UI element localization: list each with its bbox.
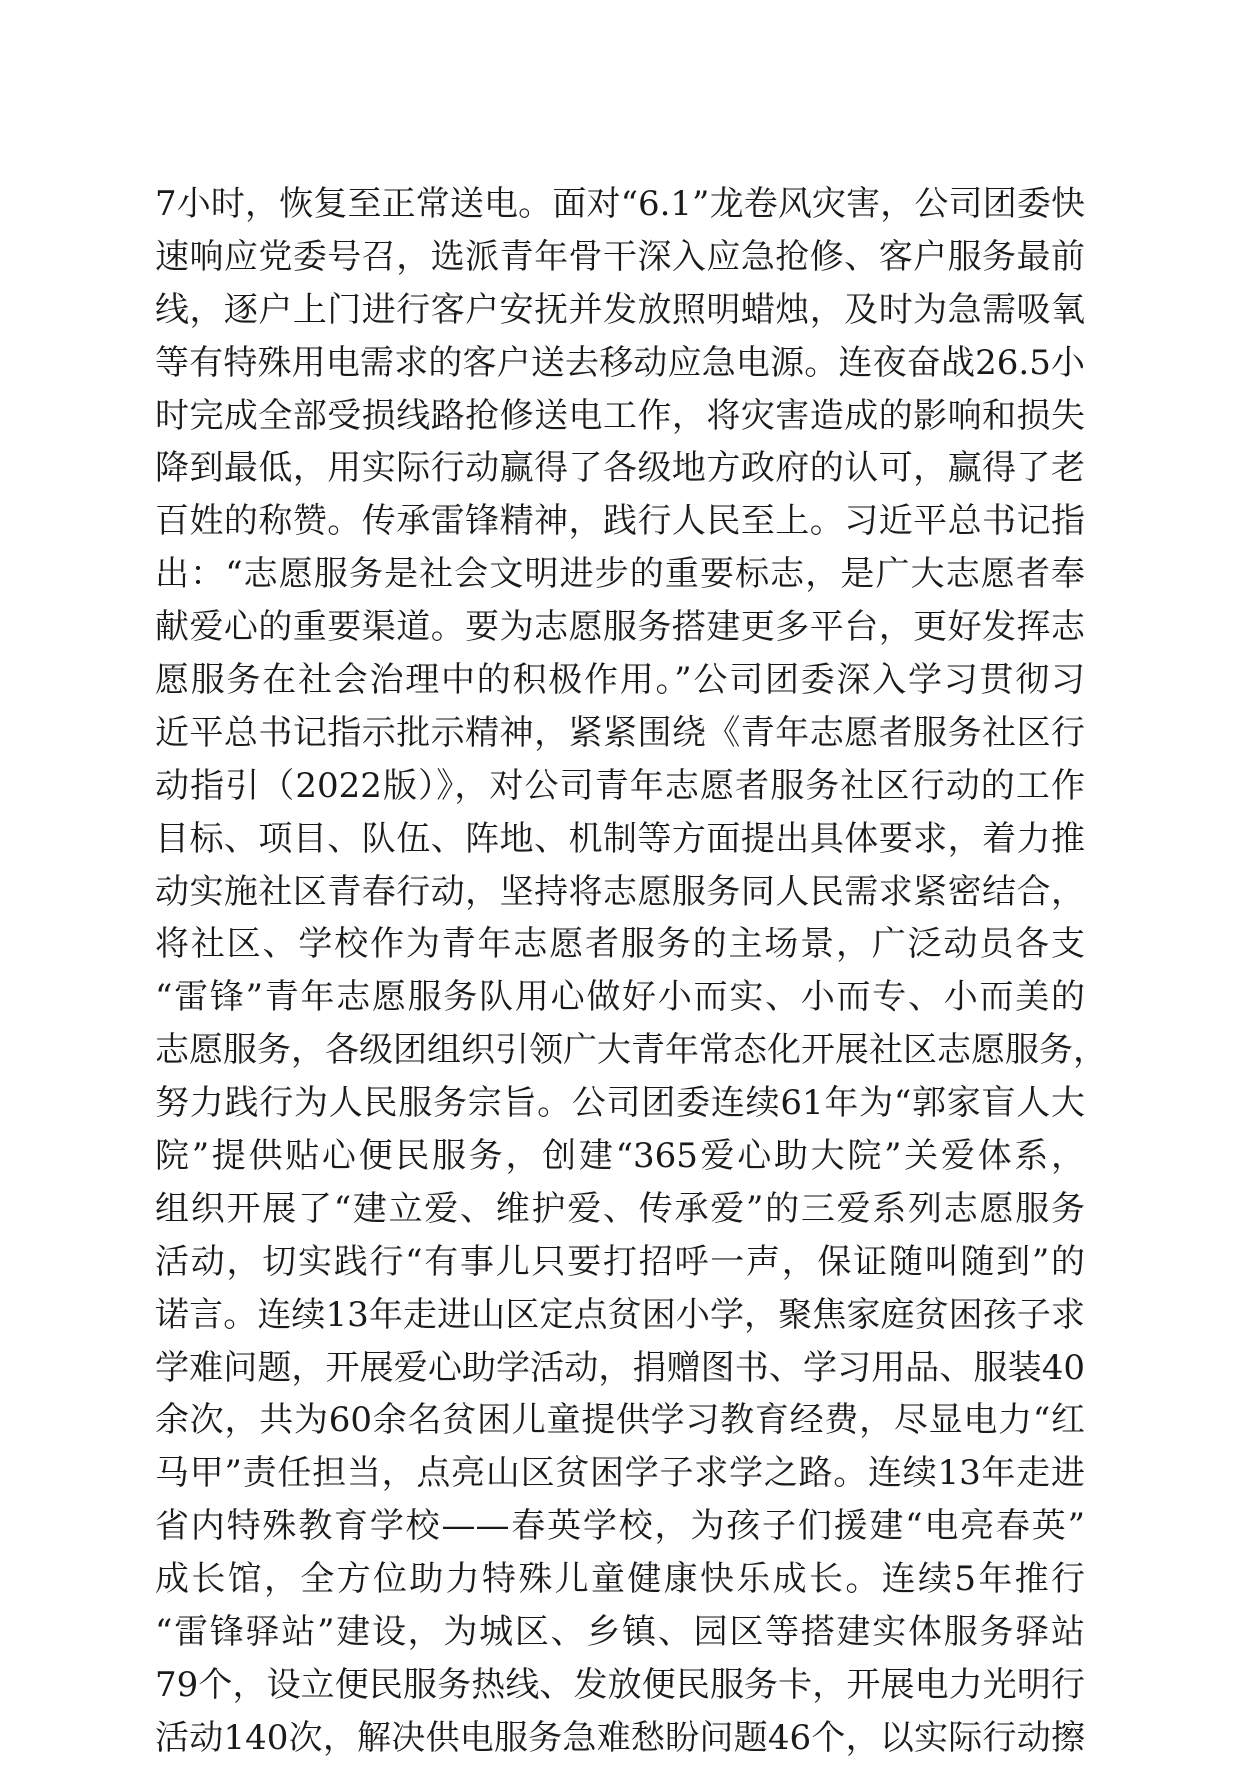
text-line: 成长馆，全方位助力特殊儿童健康快乐成长。连续5年推行	[155, 1559, 1085, 1600]
text-line: 省内特殊教育学校——春英学校，为孩子们援建“电亮春英”	[155, 1506, 1085, 1547]
text-line: 活动，切实践行“有事儿只要打招呼一声，保证随叫随到”的	[155, 1241, 1085, 1282]
body-text	[155, 178, 1107, 1765]
text-line: 志愿服务，各级团组织引领广大青年常态化开展社区志愿服务，	[155, 1030, 1107, 1071]
text-line: 时完成全部受损线路抢修送电工作，将灾害造成的影响和损失	[155, 395, 1085, 436]
text-line: “雷锋”青年志愿服务队用心做好小而实、小而专、小而美的	[155, 977, 1085, 1018]
text-line: 速响应党委号召，选派青年骨干深入应急抢修、客户服务最前	[155, 236, 1085, 277]
text-line: 降到最低，用实际行动赢得了各级地方政府的认可，赢得了老	[155, 448, 1085, 489]
text-line: 努力践行为人民服务宗旨。公司团委连续61年为“郭家盲人大	[155, 1083, 1085, 1124]
text-line: 动实施社区青春行动，坚持将志愿服务同人民需求紧密结合，	[155, 871, 1085, 912]
text-line: 等有特殊用电需求的客户送去移动应急电源。连夜奋战26.5小	[155, 342, 1085, 383]
text-line: 活动140次，解决供电服务急难愁盼问题46个，以实际行动擦	[155, 1717, 1085, 1758]
text-line: 愿服务在社会治理中的积极作用。”公司团委深入学习贯彻习	[155, 660, 1085, 701]
text-line: 将社区、学校作为青年志愿者服务的主场景，广泛动员各支	[155, 924, 1085, 965]
text-line: 79个，设立便民服务热线、发放便民服务卡，开展电力光明行	[155, 1664, 1085, 1705]
text-line: 百姓的称赞。传承雷锋精神，践行人民至上。习近平总书记指	[155, 501, 1085, 542]
text-line: 余次，共为60余名贫困儿童提供学习教育经费，尽显电力“红	[155, 1400, 1085, 1441]
text-line: 动指引（2022版）》，对公司青年志愿者服务社区行动的工作	[155, 765, 1085, 806]
text-line: 7小时，恢复至正常送电。面对“6.1”龙卷风灾害，公司团委快	[155, 184, 1085, 224]
text-line: 目标、项目、队伍、阵地、机制等方面提出具体要求，着力推	[155, 818, 1085, 859]
text-line: 马甲”责任担当，点亮山区贫困学子求学之路。连续13年走进	[155, 1453, 1085, 1494]
text-line: “雷锋驿站”建设，为城区、乡镇、园区等搭建实体服务驿站	[155, 1612, 1085, 1653]
text-line: 线，逐户上门进行客户安抚并发放照明蜡烛，及时为急需吸氧	[155, 289, 1085, 330]
text-line: 院”提供贴心便民服务，创建“365爱心助大院”关爱体系，	[155, 1136, 1085, 1177]
text-line: 组织开展了“建立爱、维护爱、传承爱”的三爱系列志愿服务	[155, 1188, 1085, 1229]
text-line: 献爱心的重要渠道。要为志愿服务搭建更多平台，更好发挥志	[155, 607, 1085, 648]
text-line: 学难问题，开展爱心助学活动，捐赠图书、学习用品、服装40	[155, 1347, 1085, 1388]
text-line: 近平总书记指示批示精神，紧紧围绕《青年志愿者服务社区行	[155, 712, 1085, 753]
text-line: 出：“志愿服务是社会文明进步的重要标志，是广大志愿者奉	[155, 554, 1085, 595]
text-line: 诺言。连续13年走进山区定点贫困小学，聚焦家庭贫困孩子求	[155, 1294, 1085, 1335]
